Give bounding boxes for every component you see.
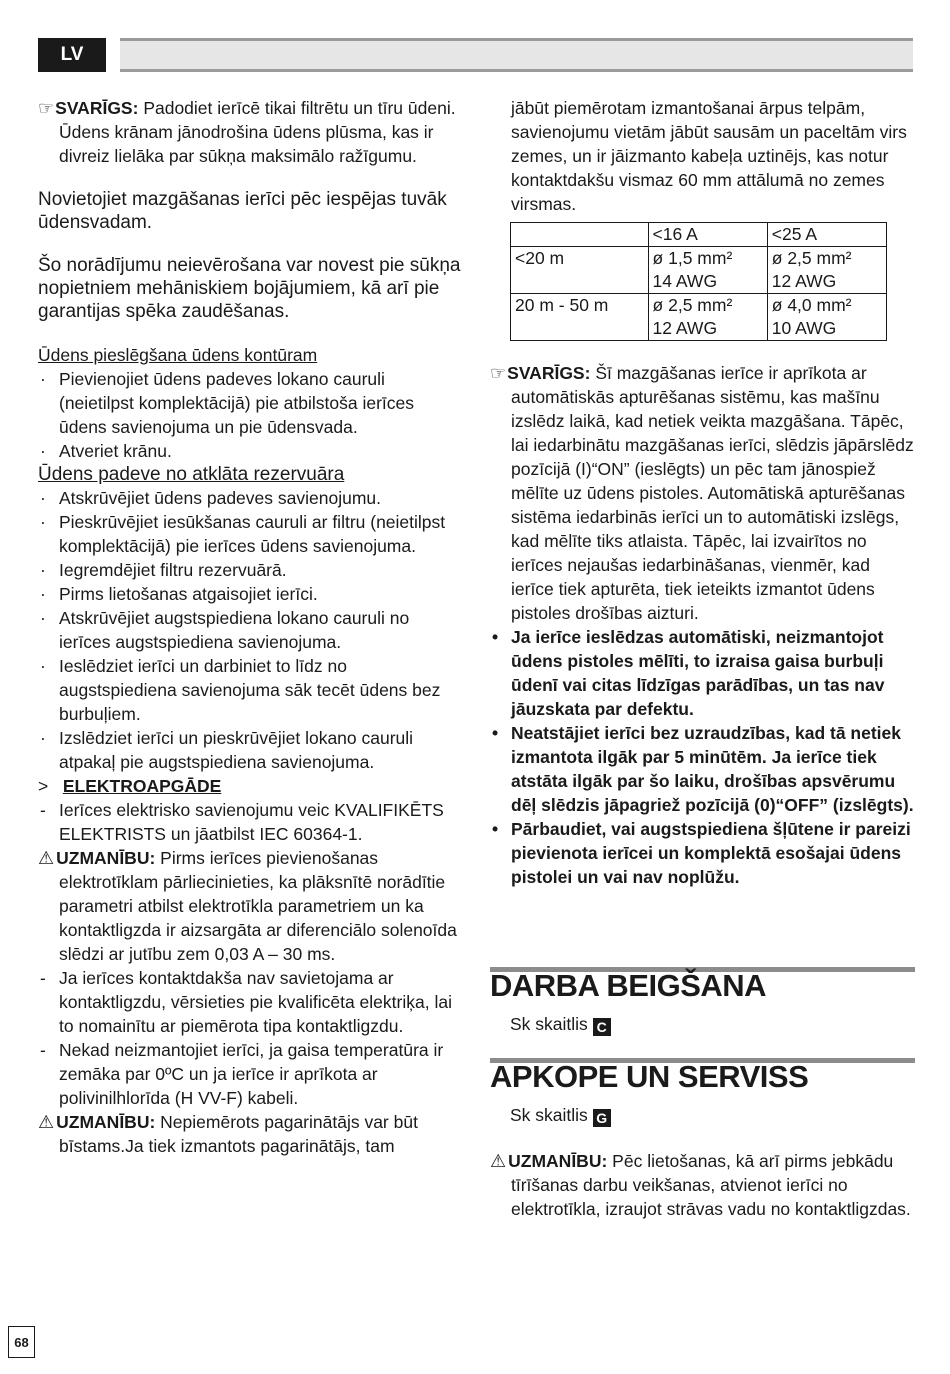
language-tag: LV [38,38,106,72]
list-item: • Neatstājiet ierīci bez uzraudzības, kad tā netiek izmantota ilgāk par 5 minūtēm. Ja ierīce tiek atstāta ilgāk par šo laiku, drošības apsvērumu dēļ slēdzis jāpagriež pozīcijā (0)“OFF” (izslēgts). [490,721,915,817]
placement-paragraph: Novietojiet mazgāšanas ierīci pēc iespējas tuvāk ūdensvadam. [38,189,447,233]
list-item: - Ierīces elektrisko savienojumu veic KVALIFIKĒTS ELEKTRISTS un jāatbilst IEC 60364-1. [38,798,463,846]
important-text: Šī mazgāšanas ierīce ir aprīkota ar automātiskās apturēšanas sistēmu, kas mašīnu izslēdz laikā, kad netiek veikta mazgāšana. Tāpēc, lai iedarbinātu mazgāšanas ierīci, slēdzis jāpārslēdz pozīcijā (I)“ON” (ieslēgts) un pēc tam jānospiež mēlīte uz ūdens pistoles. Automātiskā apturēšanas sistēma iedarbinās ierīci un to automātiski izslēgs, kad mēlīte tiks atlaista. Tāpēc, lai izvairītos no ierīces nejaušas iedarbināšanas, vienmēr, kad ierīce tiek apturēta, tiek ieteikts izmantot ūdens pistoles drošības aizturi. [511,363,914,623]
cable-table [510,222,887,341]
important-note-2 [490,361,915,625]
list-item: · Izslēdziet ierīci un pieskrūvējiet lokano cauruli atpakaļ pie augstspiediena savienojuma. [38,726,463,774]
caution-note-3 [490,1149,915,1221]
tank-list [38,486,463,774]
pointing-hand-icon: ☞ [38,98,55,118]
table-header-cell: <16 A [648,223,767,247]
warning-triangle-icon: ⚠ [490,1151,507,1171]
caution-text: Nepiemērots pagarinātājs var būt bīstams.Ja tiek izmantots pagarinātājs, tam [59,1112,418,1156]
table-header-cell: <25 A [767,223,886,247]
figure-reference-text: Sk skaitlis [510,1105,588,1125]
right-column [490,96,915,1221]
figure-letter: C [593,1018,611,1036]
list-item: · Atskrūvējiet ūdens padeves savienojumu. [38,486,463,510]
table-cell [648,247,767,294]
list-item: • Pārbaudiet, vai augstspiediena šļūtene ir pareizi pievienota ierīcei un komplektā esošajai ūdens pistolei un vai nav noplūžu. [490,817,915,889]
warning-triangle-icon: ⚠ [38,1112,55,1132]
important-note-1 [38,96,463,168]
table-cell [767,247,886,294]
caution-text: Pirms ierīces pievienošanas elektrotīklam pārliecinieties, ka plāksnītē norādītie parametri atbilst elektrotīkla parametriem un ka kontaktligzda ir aizsargāta ar diferenciālo solenoīda slēdzi ar jutību zem 0,03 A – 30 ms. [59,848,457,964]
left-column [38,96,463,1158]
figure-letter: G [593,1109,611,1127]
continued-paragraph: jābūt piemērotam izmantošanai ārpus telpām, savienojumu vietām jābūt sausām un paceltām virs zemes, un ir jāizmanto kabeļa uztinējs, kas notur kontaktdakšu vismaz 60 mm attālumā no zemes virsmas. [511,98,907,214]
power-list [38,798,463,846]
important-text: Padodiet ierīcē tikai filtrētu un tīru ūdeni. Ūdens krānam jānodrošina ūdens plūsma, kas ir divreiz lielāka par sūkņa maksimālo ražīgumu. [59,98,456,166]
list-item: · Atveriet krānu. [38,439,463,463]
table-row [511,294,887,341]
important-bullets [490,625,915,889]
list-item: · Ieslēdziet ierīci un darbiniet to līdz no augstspiediena savienojuma sāk tecēt ūdens bez burbuļiem. [38,654,463,726]
section-title-maintenance: APKOPE UN SERVISS [490,1058,915,1089]
list-item: · Pirms lietošanas atgaisojiet ierīci. [38,582,463,606]
pointing-hand-icon: ☞ [490,363,507,383]
important-label: SVARĪGS: [507,363,591,383]
warning-triangle-icon: ⚠ [38,848,55,868]
caution-label: UZMANĪBU: [508,1151,608,1171]
list-item: - Nekad neizmantojiet ierīci, ja gaisa temperatūra ir zemāka par 0ºC un ja ierīce ir aprīkota ar polivinilhlorīda (H VV-F) kabeli. [38,1038,463,1110]
list-item: · Iegremdējiet filtru rezervuārā. [38,558,463,582]
cross-section: ø 2,5 mm² [652,295,733,315]
table-header-cell [511,223,649,247]
table-row [511,247,887,294]
connection-list [38,367,463,463]
awg: 12 AWG [771,271,837,291]
important-label: SVARĪGS: [55,98,139,118]
table-cell-length: <20 m [511,247,649,294]
cross-section: ø 4,0 mm² [771,295,852,315]
cross-section: ø 2,5 mm² [771,248,852,268]
cross-section: ø 1,5 mm² [652,248,733,268]
table-cell [767,294,886,341]
list-item: · Pievienojiet ūdens padeves lokano cauruli (neietilpst komplektācijā) pie atbilstoša ierīces ūdens savienojuma un pie ūdensvada. [38,367,463,439]
list-item: · Pieskrūvējiet iesūkšanas cauruli ar filtru (neietilpst komplektācijā) pie ierīces ūdens savienojuma. [38,510,463,558]
header-bar [120,38,913,72]
figure-reference-text: Sk skaitlis [510,1014,588,1034]
list-item: - Ja ierīces kontaktdakša nav savietojama ar kontaktligzdu, vērsieties pie kvalificēta elektriķa, lai to nomainītu ar piemērota tipa kontaktligzdu. [38,966,463,1038]
table-cell [648,294,767,341]
awg: 14 AWG [652,271,718,291]
connection-heading: Ūdens pieslēgšana ūdens kontūram [38,345,318,365]
caution-list [38,966,463,1110]
page-number: 68 [8,1326,35,1358]
list-item: · Atskrūvējiet augstspiediena lokano cauruli no ierīces augstspiediena savienojuma. [38,606,463,654]
section-title-end-of-work: DARBA BEIGŠANA [490,967,915,998]
warning-paragraph: Šo norādījumu neievērošana var novest pie sūkņa nopietniem mehāniskiem bojājumiem, kā arī pie garantijas spēka zaudēšanas. [38,255,461,322]
power-marker: > [38,776,49,796]
caution-text: Pēc lietošanas, kā arī pirms jebkādu tīrīšanas darbu veikšanas, atvienot ierīci no elektrotīkla, izraujot strāvas vadu no kontaktligzdas. [511,1151,911,1219]
power-title: ELEKTROAPGĀDE [62,776,222,796]
tank-heading: Ūdens padeve no atklāta rezervuāra [38,464,345,485]
caution-note-2 [38,1110,463,1158]
figure-reference [490,1012,915,1036]
awg: 12 AWG [652,318,718,338]
caution-label: UZMANĪBU: [56,1112,156,1132]
table-header-row [511,223,887,247]
caution-label: UZMANĪBU: [56,848,156,868]
list-item: • Ja ierīce ieslēdzas automātiski, neizmantojot ūdens pistoles mēlīti, to izraisa gaisa burbuļi ūdenī vai citas līdzīgas parādības, un tas nav jāuzskata par defektu. [490,625,915,721]
figure-reference [490,1103,915,1127]
table-cell-length: 20 m - 50 m [511,294,649,341]
power-heading [38,774,463,798]
caution-note-1 [38,846,463,966]
awg: 10 AWG [771,318,837,338]
